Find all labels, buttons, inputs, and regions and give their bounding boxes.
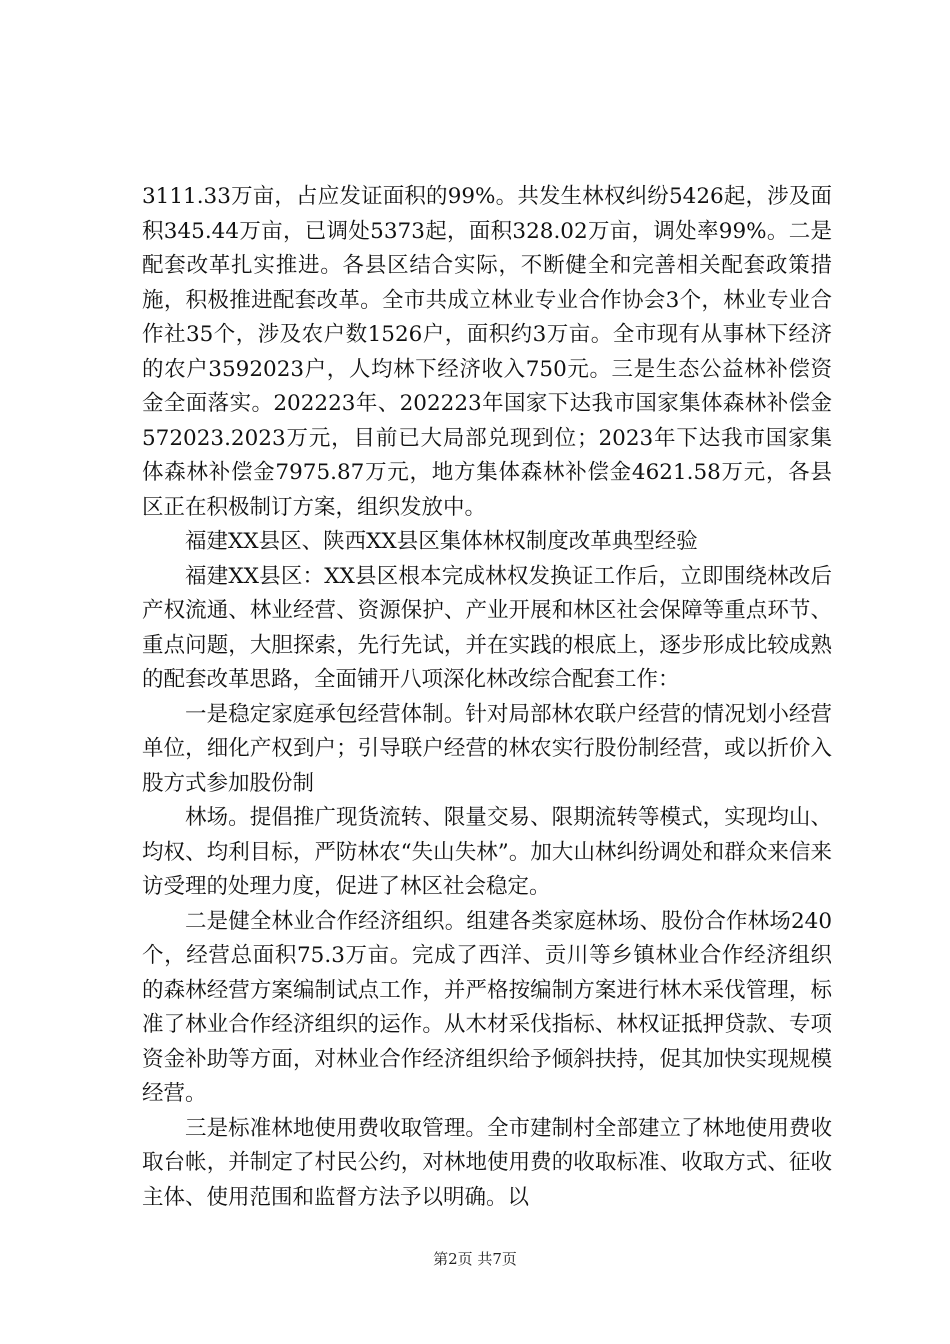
section-heading: 福建XX县区、陕西XX县区集体林权制度改革典型经验	[185, 529, 698, 554]
paragraph-point-one-continued: 林场。提倡推广现货流转、限量交易、限期流转等模式，实现均山、均权、均利目标，严防林农“失山失林”。加大山林纠纷调处和群众来信来访受理的处理力度，促进了林区社会稳定。	[142, 805, 832, 899]
page-number-footer: 第2页 共7页	[433, 1250, 517, 1268]
paragraph-point-one: 一是稳定家庭承包经营体制。针对局部林农联户经营的情况划小经营单位，细化产权到户；引导联户经营的林农实行股份制经营，或以折价入股方式参加股份制	[142, 701, 832, 796]
paragraph-continuation: 3111.33万亩，占应发证面积的99%。共发生林权纠纷5426起，涉及面积345.44万亩，已调处5373起，面积328.02万亩，调处率99%。二是配套改革扎实推进。各县区结合实际，不断健全和完善相关配套政策措施，积极推进配套改革。全市共成立林业专业合作协会3个，林业专业合作社35个，涉及农户数1526户，面积约3万亩。全市现有从事林下经济的农户3592023户，人均林下经济收入750元。三是生态公益林补偿资金全面落实。202223年、202223年国家下达我市国家集体森林补偿金572023.2023万元，目前已大局部兑现到位；2023年下达我市国家集体森林补偿金7975.87万元，地方集体森林补偿金4621.58万元，各县区正在积极制订方案，组织发放中。	[142, 184, 832, 520]
paragraph-fujian-intro: 福建XX县区：XX县区根本完成林权发换证工作后，立即围绕林改后产权流通、林业经营、资源保护、产业开展和林区社会保障等重点环节、重点问题，大胆探索，先行先试，并在实践的根底上，逐步形成比较成熟的配套改革思路，全面铺开八项深化林改综合配套工作：	[142, 563, 832, 692]
paragraph-point-three: 三是标准林地使用费收取管理。全市建制村全部建立了林地使用费收取台帐，并制定了村民公约，对林地使用费的收取标准、收取方式、征收主体、使用范围和监督方法予以明确。以	[142, 1115, 832, 1210]
document-body	[142, 180, 832, 1215]
paragraph-point-two: 二是健全林业合作经济组织。组建各类家庭林场、股份合作林场240个，经营总面积75.3万亩。完成了西洋、贡川等乡镇林业合作经济组织的森林经营方案编制试点工作，并严格按编制方案进行林木采伐管理，标准了林业合作经济组织的运作。从木材采伐指标、林权证抵押贷款、专项资金补助等方面，对林业合作经济组织给予倾斜扶持，促其加快实现规模经营。	[142, 908, 832, 1106]
